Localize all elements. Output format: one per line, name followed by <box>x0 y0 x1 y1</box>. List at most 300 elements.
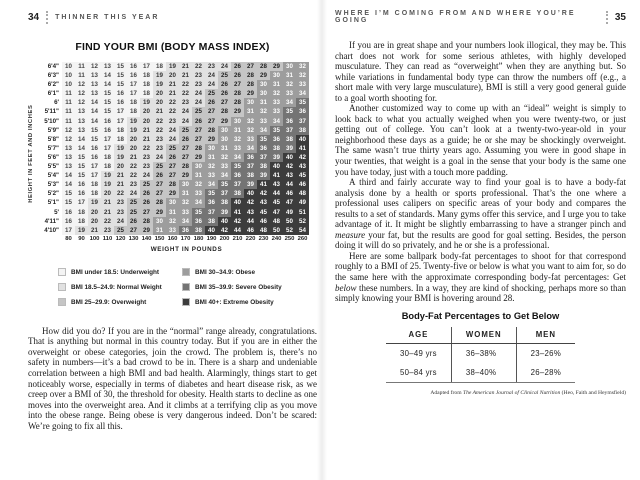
bmi-cell: 25 <box>127 198 140 207</box>
bmi-cell: 32 <box>218 153 231 162</box>
body-paragraph <box>335 177 626 251</box>
bmi-cell: 38 <box>270 144 283 153</box>
legend-item <box>182 281 322 294</box>
bmi-cell: 42 <box>218 226 231 235</box>
bmi-row <box>38 217 309 226</box>
bmi-cell: 21 <box>179 62 192 71</box>
bmi-cell: 32 <box>244 117 257 126</box>
bmi-cell: 35 <box>218 180 231 189</box>
bmi-cell: 23 <box>127 180 140 189</box>
bmi-cell: 38 <box>296 126 309 135</box>
bmi-cell: 33 <box>244 135 257 144</box>
bmi-cell: 19 <box>140 98 153 107</box>
bmi-cell: 13 <box>88 71 101 80</box>
height-label: 5'2" <box>38 189 62 198</box>
bmi-cell: 17 <box>88 171 101 180</box>
bmi-cell: 34 <box>218 171 231 180</box>
bmi-cell: 40 <box>218 217 231 226</box>
bmi-cell: 39 <box>283 144 296 153</box>
bmi-cell: 27 <box>205 117 218 126</box>
bmi-cell: 24 <box>205 71 218 80</box>
bmi-chart <box>28 62 317 245</box>
bmi-cell: 32 <box>244 126 257 135</box>
bmi-cell: 36 <box>205 198 218 207</box>
bmi-cell: 41 <box>270 171 283 180</box>
bmi-cell: 12 <box>75 89 88 98</box>
bmi-cell: 33 <box>257 117 270 126</box>
height-label: 6'1" <box>38 89 62 98</box>
right-body-text <box>335 40 626 304</box>
bmi-cell: 20 <box>153 89 166 98</box>
bmi-cell: 31 <box>244 107 257 116</box>
bmi-cell: 32 <box>231 135 244 144</box>
left-page-number: 34 <box>28 11 40 23</box>
bmi-cell: 21 <box>127 153 140 162</box>
bmi-cell: 13 <box>62 144 75 153</box>
bmi-cell: 33 <box>205 171 218 180</box>
bmi-cell: 14 <box>101 71 114 80</box>
bmi-cell: 23 <box>114 198 127 207</box>
bmi-cell: 32 <box>257 107 270 116</box>
bmi-cell: 30 <box>257 89 270 98</box>
bmi-cell: 44 <box>231 226 244 235</box>
bmi-cell: 35 <box>283 107 296 116</box>
bmi-cell: 20 <box>140 107 153 116</box>
bmi-cell: 54 <box>296 226 309 235</box>
bmi-cell: 27 <box>153 180 166 189</box>
bmi-cell: 34 <box>179 217 192 226</box>
bodyfat-cell: 23–26% <box>516 343 575 363</box>
bodyfat-col-header: MEN <box>516 327 575 344</box>
bmi-cell: 36 <box>231 171 244 180</box>
bmi-row <box>38 98 309 107</box>
weight-tick-label: 260 <box>296 235 309 245</box>
bmi-cell: 36 <box>270 135 283 144</box>
bmi-cell: 26 <box>231 71 244 80</box>
bmi-cell: 15 <box>62 198 75 207</box>
bmi-row <box>38 126 309 135</box>
bmi-chart-title: FIND YOUR BMI (BODY MASS INDEX) <box>75 41 270 53</box>
bmi-cell: 29 <box>257 71 270 80</box>
bmi-cell: 45 <box>257 208 270 217</box>
bmi-cell: 45 <box>270 198 283 207</box>
bmi-cell: 29 <box>166 189 179 198</box>
bmi-cell: 24 <box>166 135 179 144</box>
bodyfat-col-header: WOMEN <box>451 327 516 344</box>
bmi-cell: 28 <box>166 180 179 189</box>
bmi-cell: 21 <box>101 198 114 207</box>
height-label: 4'11" <box>38 217 62 226</box>
bmi-cell: 29 <box>270 62 283 71</box>
legend-swatch <box>182 268 190 276</box>
bmi-cell: 22 <box>166 98 179 107</box>
text-segment: If you are in great shape and your numbers look illogical, they may be. This chart does not work for some serious athletes, with highly developed musculature. They can read as “overweight” when they are anything but. So while variations in fundamental body type can throw the numbers off (e.g., a short male with very large musculature), BMI is still a very good general guide to a goal worth shooting for. <box>335 40 626 103</box>
bmi-cell: 15 <box>114 80 127 89</box>
bmi-cell: 26 <box>140 198 153 207</box>
bmi-cell: 23 <box>153 135 166 144</box>
left-running-head-title: THINNER THIS YEAR <box>55 13 160 21</box>
bmi-cell: 23 <box>179 98 192 107</box>
bmi-cell: 38 <box>192 226 205 235</box>
bmi-cell: 24 <box>192 98 205 107</box>
bmi-cell: 30 <box>166 198 179 207</box>
bmi-cell: 14 <box>88 98 101 107</box>
height-label: 5'3" <box>38 180 62 189</box>
bodyfat-table <box>386 327 575 383</box>
bmi-cell: 34 <box>231 153 244 162</box>
bmi-cell: 25 <box>114 226 127 235</box>
bmi-cell: 18 <box>140 89 153 98</box>
bmi-y-axis-label: HEIGHT IN FEET AND INCHES <box>28 104 34 203</box>
height-label: 5'11" <box>38 107 62 116</box>
bmi-cell: 28 <box>179 162 192 171</box>
legend-swatch <box>58 283 66 291</box>
bmi-cell: 35 <box>205 189 218 198</box>
legend-label: BMI 25–29.9: Overweight <box>71 298 147 306</box>
height-label: 6'2" <box>38 80 62 89</box>
bmi-cell: 20 <box>166 71 179 80</box>
bmi-cell: 23 <box>101 226 114 235</box>
bmi-cell: 26 <box>153 171 166 180</box>
bmi-cell: 28 <box>218 107 231 116</box>
bmi-cell: 46 <box>283 189 296 198</box>
bmi-cell: 14 <box>62 171 75 180</box>
bmi-cell: 25 <box>192 107 205 116</box>
bmi-cell: 28 <box>244 80 257 89</box>
bmi-row <box>38 71 309 80</box>
weight-tick-label: 230 <box>257 235 270 245</box>
bmi-cell: 31 <box>192 171 205 180</box>
bmi-cell: 17 <box>127 80 140 89</box>
bmi-cell: 22 <box>179 80 192 89</box>
bmi-cell: 35 <box>270 126 283 135</box>
bmi-cell: 12 <box>88 62 101 71</box>
bmi-cell: 14 <box>75 144 88 153</box>
bmi-cell: 16 <box>88 144 101 153</box>
bmi-cell: 15 <box>101 89 114 98</box>
bmi-cell: 19 <box>127 117 140 126</box>
bmi-cell: 22 <box>101 217 114 226</box>
bmi-cell: 12 <box>75 98 88 107</box>
bmi-cell: 30 <box>231 117 244 126</box>
bmi-cell: 15 <box>88 126 101 135</box>
weight-tick-label: 80 <box>62 235 75 245</box>
bmi-cell: 19 <box>114 144 127 153</box>
bmi-cell: 21 <box>179 71 192 80</box>
legend-item <box>182 266 322 279</box>
bmi-cell: 32 <box>296 71 309 80</box>
bmi-cell: 16 <box>114 89 127 98</box>
height-label: 5'10" <box>38 117 62 126</box>
bmi-cell: 31 <box>270 80 283 89</box>
bmi-cell: 31 <box>257 98 270 107</box>
left-running-head <box>28 10 317 24</box>
bmi-cell: 27 <box>205 107 218 116</box>
legend-label: BMI 35–39.9: Severe Obesity <box>195 283 282 291</box>
bmi-cell: 15 <box>75 153 88 162</box>
bmi-cell: 13 <box>62 153 75 162</box>
weight-tick-label: 140 <box>140 235 153 245</box>
height-label: 5'4" <box>38 171 62 180</box>
weight-tick-label: 110 <box>101 235 114 245</box>
bmi-cell: 19 <box>88 198 101 207</box>
bmi-cell: 20 <box>101 189 114 198</box>
bmi-cell: 27 <box>192 135 205 144</box>
bmi-cell: 11 <box>62 89 75 98</box>
text-segment: Here are some ballpark body-fat percentages to shoot for that correspond roughly to a BMI of 25. Twenty-five or below is what you want to aim for, so do the same here with the approximate corresponding body-fat percentages: Get <box>335 250 626 283</box>
bmi-cell: 19 <box>153 71 166 80</box>
bmi-cell: 21 <box>101 208 114 217</box>
bodyfat-cell: 50–84 yrs <box>386 363 451 383</box>
bmi-cell: 30 <box>192 162 205 171</box>
bmi-cell: 18 <box>153 62 166 71</box>
bodyfat-cell: 30–49 yrs <box>399 348 437 358</box>
legend-swatch <box>182 283 190 291</box>
bmi-cell: 44 <box>270 189 283 198</box>
bmi-cell: 42 <box>296 153 309 162</box>
bmi-cell: 14 <box>88 107 101 116</box>
bmi-cell: 20 <box>114 162 127 171</box>
bmi-cell: 30 <box>179 180 192 189</box>
height-label: 5'1" <box>38 198 62 207</box>
bmi-cell: 12 <box>62 126 75 135</box>
footnote-prefix: Adapted from <box>430 389 463 396</box>
bmi-cell: 17 <box>127 89 140 98</box>
bmi-cell: 34 <box>205 180 218 189</box>
bmi-cell: 16 <box>114 98 127 107</box>
height-label: 5' <box>38 208 62 217</box>
bmi-cell: 36 <box>257 144 270 153</box>
bmi-cell: 32 <box>166 217 179 226</box>
body-paragraph <box>335 40 626 103</box>
bmi-cell: 18 <box>140 80 153 89</box>
bmi-cell: 30 <box>244 98 257 107</box>
bmi-cell: 24 <box>153 153 166 162</box>
bmi-cell: 24 <box>218 62 231 71</box>
bmi-cell: 22 <box>127 162 140 171</box>
dotted-rule <box>606 11 608 24</box>
bmi-row <box>38 198 309 207</box>
bmi-cell: 29 <box>153 208 166 217</box>
bmi-cell: 46 <box>296 180 309 189</box>
bmi-cell: 35 <box>231 162 244 171</box>
bmi-cell: 19 <box>166 62 179 71</box>
bmi-row <box>38 62 309 71</box>
bmi-cell: 34 <box>283 98 296 107</box>
legend-swatch <box>182 298 190 306</box>
bmi-row <box>38 208 309 217</box>
bmi-cell: 37 <box>231 180 244 189</box>
bmi-cell: 27 <box>153 189 166 198</box>
bmi-cell: 30 <box>270 71 283 80</box>
bodyfat-cell: 26–28% <box>516 363 575 383</box>
bmi-cell: 20 <box>127 144 140 153</box>
bmi-cell: 31 <box>205 153 218 162</box>
right-page <box>335 10 626 396</box>
bmi-cell: 32 <box>179 198 192 207</box>
weight-tick-label: 120 <box>114 235 127 245</box>
bmi-cell: 18 <box>114 126 127 135</box>
weight-tick-label: 90 <box>75 235 88 245</box>
legend-swatch <box>58 298 66 306</box>
bmi-cell: 31 <box>153 226 166 235</box>
bmi-cell: 11 <box>75 62 88 71</box>
bmi-cell: 18 <box>75 208 88 217</box>
text-segment: below <box>335 282 357 293</box>
bmi-cell: 43 <box>244 208 257 217</box>
bmi-cell: 42 <box>283 162 296 171</box>
bmi-cell: 26 <box>205 98 218 107</box>
bmi-cell: 11 <box>75 71 88 80</box>
bmi-cell: 51 <box>296 208 309 217</box>
bmi-cell: 11 <box>62 107 75 116</box>
bmi-cell: 20 <box>140 117 153 126</box>
weight-tick-label: 180 <box>192 235 205 245</box>
bmi-cell: 33 <box>218 162 231 171</box>
bmi-cell: 18 <box>101 153 114 162</box>
bmi-cell: 14 <box>101 80 114 89</box>
bmi-cell: 31 <box>179 189 192 198</box>
bmi-cell: 22 <box>166 107 179 116</box>
bmi-cell: 43 <box>296 162 309 171</box>
bmi-cell: 30 <box>257 80 270 89</box>
bmi-cell: 24 <box>179 117 192 126</box>
bmi-cell: 37 <box>283 126 296 135</box>
bmi-cell: 17 <box>62 226 75 235</box>
weight-tick-label: 210 <box>231 235 244 245</box>
body-paragraph <box>335 103 626 177</box>
bmi-cell: 35 <box>257 135 270 144</box>
bmi-cell: 27 <box>179 144 192 153</box>
bmi-cell: 28 <box>192 144 205 153</box>
bmi-cell: 24 <box>166 126 179 135</box>
bmi-cell: 27 <box>192 126 205 135</box>
height-label: 4'10" <box>38 226 62 235</box>
bmi-cell: 17 <box>140 62 153 71</box>
bmi-cell: 25 <box>153 162 166 171</box>
bmi-cell: 11 <box>62 117 75 126</box>
bmi-cell: 27 <box>127 226 140 235</box>
bmi-cell: 29 <box>192 153 205 162</box>
bmi-cell: 50 <box>283 217 296 226</box>
left-body-paragraph <box>28 326 317 431</box>
height-label: 5'9" <box>38 126 62 135</box>
bmi-cell: 38 <box>244 171 257 180</box>
bmi-cell: 52 <box>296 217 309 226</box>
bmi-cell: 33 <box>166 226 179 235</box>
bmi-cell: 28 <box>205 126 218 135</box>
bmi-cell: 27 <box>244 62 257 71</box>
bodyfat-cell: 36–38% <box>451 343 516 363</box>
bmi-cell: 47 <box>283 198 296 207</box>
bmi-cell: 19 <box>153 80 166 89</box>
bmi-cell: 18 <box>88 189 101 198</box>
bmi-cell: 38 <box>218 198 231 207</box>
bmi-cell: 21 <box>140 135 153 144</box>
bmi-cell: 26 <box>127 217 140 226</box>
bmi-cell: 16 <box>127 71 140 80</box>
bmi-cell: 19 <box>127 126 140 135</box>
legend-item <box>182 296 322 309</box>
bmi-cell: 33 <box>270 107 283 116</box>
bmi-cell: 18 <box>88 180 101 189</box>
bmi-cell: 40 <box>296 135 309 144</box>
weight-tick-label: 250 <box>283 235 296 245</box>
bmi-cell: 30 <box>283 62 296 71</box>
bmi-cell: 30 <box>218 135 231 144</box>
bmi-cell: 19 <box>101 171 114 180</box>
weight-axis-row <box>38 235 309 245</box>
bmi-cell: 37 <box>218 189 231 198</box>
bmi-cell: 36 <box>283 117 296 126</box>
bmi-cell: 27 <box>140 208 153 217</box>
bmi-cell: 46 <box>257 217 270 226</box>
bmi-cell: 18 <box>114 135 127 144</box>
bmi-cell: 25 <box>140 180 153 189</box>
bmi-cell: 17 <box>75 198 88 207</box>
bodyfat-col-header: AGE <box>386 327 451 344</box>
legend-label: BMI 18.5–24.9: Normal Weight <box>71 283 162 291</box>
bmi-cell: 17 <box>101 135 114 144</box>
bmi-cell: 45 <box>296 171 309 180</box>
bmi-cell: 48 <box>257 226 270 235</box>
bmi-cell: 16 <box>75 180 88 189</box>
bmi-cell: 14 <box>88 117 101 126</box>
bmi-cell: 15 <box>101 98 114 107</box>
bmi-cell: 28 <box>140 217 153 226</box>
bmi-cell: 48 <box>270 217 283 226</box>
bmi-cell: 31 <box>218 144 231 153</box>
bmi-cell: 36 <box>296 107 309 116</box>
bmi-cell: 18 <box>101 162 114 171</box>
bmi-cell: 25 <box>166 144 179 153</box>
bmi-cell: 23 <box>205 62 218 71</box>
bmi-cell: 40 <box>205 226 218 235</box>
bmi-cell: 13 <box>62 162 75 171</box>
bmi-cell: 26 <box>166 153 179 162</box>
legend-item <box>58 266 182 279</box>
bmi-cell: 40 <box>270 162 283 171</box>
bodyfat-cell: 38–40% <box>451 363 516 383</box>
bmi-cell: 21 <box>114 171 127 180</box>
bmi-cell: 28 <box>257 62 270 71</box>
bmi-cell: 33 <box>231 144 244 153</box>
bmi-cell: 21 <box>166 89 179 98</box>
bmi-cell: 12 <box>62 135 75 144</box>
weight-tick-label: 220 <box>244 235 257 245</box>
bmi-cell: 22 <box>127 171 140 180</box>
weight-tick-label: 130 <box>127 235 140 245</box>
bmi-cell: 23 <box>114 208 127 217</box>
bmi-cell: 16 <box>88 153 101 162</box>
bmi-cell: 52 <box>283 226 296 235</box>
bmi-row <box>38 135 309 144</box>
bmi-cell: 33 <box>192 189 205 198</box>
bmi-cell: 27 <box>231 80 244 89</box>
bmi-cell: 26 <box>218 80 231 89</box>
body-paragraph <box>335 251 626 304</box>
bmi-cell: 32 <box>192 180 205 189</box>
height-label: 6'4" <box>38 62 62 71</box>
bmi-cell: 17 <box>88 162 101 171</box>
bmi-cell: 34 <box>257 126 270 135</box>
bmi-cell: 29 <box>140 226 153 235</box>
bmi-cell: 43 <box>270 180 283 189</box>
legend-label: BMI under 18.5: Underweight <box>71 268 160 276</box>
bmi-cell: 37 <box>244 162 257 171</box>
bmi-cell: 39 <box>257 171 270 180</box>
bmi-cell: 18 <box>140 71 153 80</box>
